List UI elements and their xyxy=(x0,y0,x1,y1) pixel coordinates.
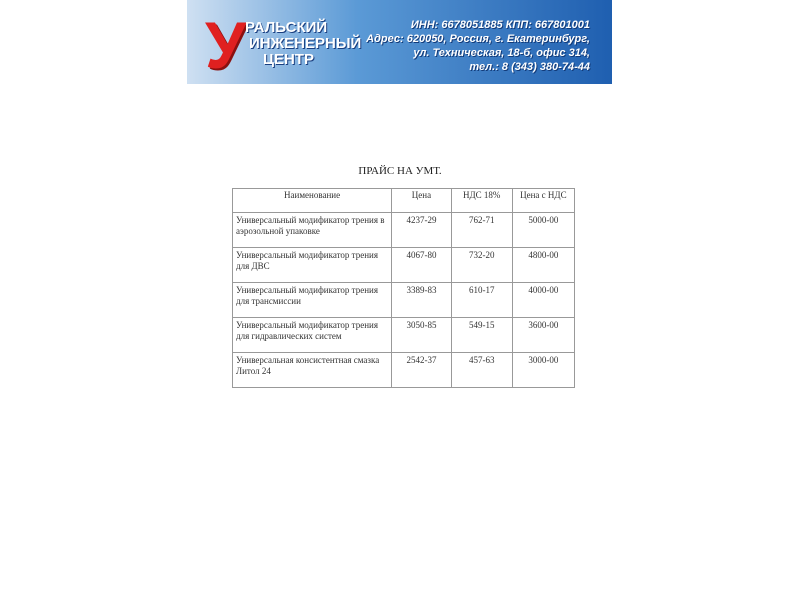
table-row xyxy=(233,318,575,353)
cell-name: Универсальная консистентная смазка Литол 24 xyxy=(233,353,392,388)
cell-price: 3389-83 xyxy=(392,283,452,318)
cell-price-with-vat: 4000-00 xyxy=(512,283,574,318)
table-row xyxy=(233,283,575,318)
contact-street: ул. Техническая, 18-б, офис 314, xyxy=(413,47,590,59)
page-title: ПРАЙС НА УМТ. xyxy=(358,165,442,177)
cell-name: Универсальный модификатор трения для гидравлических систем xyxy=(233,318,392,353)
cell-vat: 732-20 xyxy=(451,248,512,283)
table-row xyxy=(233,248,575,283)
contact-phone: тел.: 8 (343) 380-74-44 xyxy=(469,61,590,73)
cell-price: 3050-85 xyxy=(392,318,452,353)
cell-price: 4237-29 xyxy=(392,213,452,248)
header-name: Наименование xyxy=(233,189,392,213)
logo-letter: У xyxy=(205,8,247,82)
contact-info xyxy=(366,18,590,74)
cell-price-with-vat: 3000-00 xyxy=(512,353,574,388)
cell-price-with-vat: 3600-00 xyxy=(512,318,574,353)
cell-vat: 762-71 xyxy=(451,213,512,248)
cell-name: Универсальный модификатор трения в аэрозольной упаковке xyxy=(233,213,392,248)
cell-name: Универсальный модификатор трения для трансмиссии xyxy=(233,283,392,318)
table-row xyxy=(233,353,575,388)
cell-name: Универсальный модификатор трения для ДВС xyxy=(233,248,392,283)
cell-vat: 610-17 xyxy=(451,283,512,318)
logo-line-3: ЦЕНТР xyxy=(263,51,314,68)
cell-vat: 457-63 xyxy=(451,353,512,388)
table-header-row xyxy=(233,189,575,213)
contact-inn: ИНН: 6678051885 КПП: 667801001 xyxy=(410,19,590,31)
logo-line-2: ИНЖЕНЕРНЫЙ xyxy=(249,35,362,52)
header-price: Цена xyxy=(392,189,452,213)
company-logo xyxy=(245,20,361,68)
cell-price-with-vat: 4800-00 xyxy=(512,248,574,283)
cell-price: 4067-80 xyxy=(392,248,452,283)
logo-line-1: РАЛЬСКИЙ xyxy=(245,19,328,36)
contact-address: Адрес: 620050, Россия, г. Екатеринбург, xyxy=(366,33,590,45)
header-price-with-vat: Цена с НДС xyxy=(512,189,574,213)
header-vat: НДС 18% xyxy=(451,189,512,213)
price-table xyxy=(232,188,575,388)
cell-price: 2542-37 xyxy=(392,353,452,388)
cell-vat: 549-15 xyxy=(451,318,512,353)
table-row xyxy=(233,213,575,248)
header-banner xyxy=(187,0,612,84)
cell-price-with-vat: 5000-00 xyxy=(512,213,574,248)
